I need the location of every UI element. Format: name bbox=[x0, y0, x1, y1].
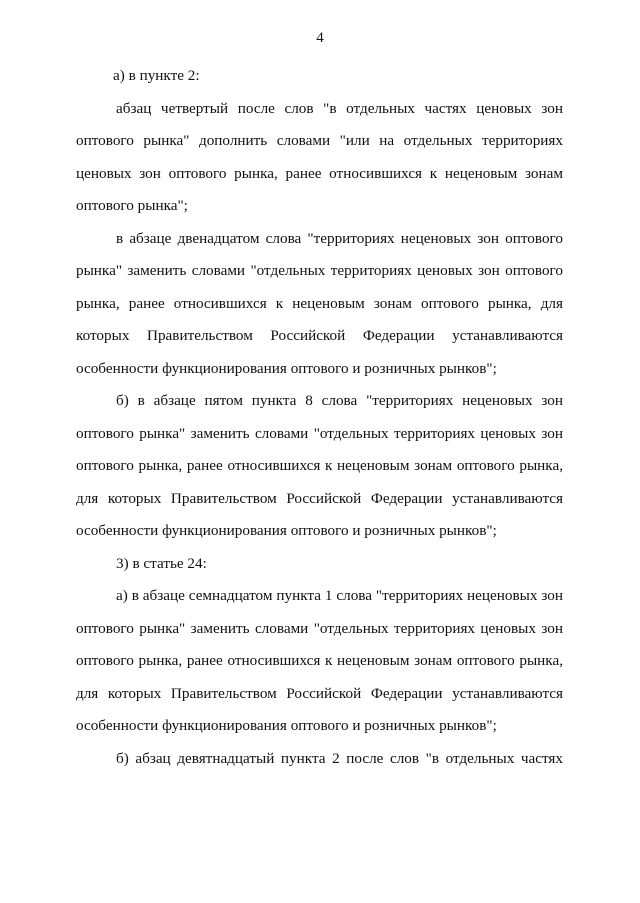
page-number: 4 bbox=[316, 30, 324, 46]
paragraph-item-b-point-8: б) в абзаце пятом пункта 8 слова "территориях неценовых зон оптового рынка" заменить словами "отдельных территориях ценовых зон оптового рынка, ранее относившихся к неценовым зонам оптового рынка, для которых Правительством Российской Федерации устанавливаются особенности функционирования оптового и розничных рынков"; bbox=[76, 392, 563, 539]
paragraph-twelfth-abzac-replacement: в абзаце двенадцатом слова "территориях неценовых зон оптового рынка" заменить словами "отдельных территориях ценовых зон оптового рынка, ранее относившихся к неценовым зонам оптового рынка, для которых Правительством Российской Федерации устанавливаются особенности функционирования оптового и розничных рынков"; bbox=[76, 229, 563, 377]
document-body bbox=[76, 60, 563, 775]
paragraph-item-a-point-2: а) в пункте 2: bbox=[113, 67, 200, 84]
paragraph-item-b-point-2-continued: б) абзац девятнадцатый пункта 2 после слов "в отдельных частях bbox=[116, 749, 563, 767]
paragraph-fourth-abzac-addition: абзац четвертый после слов "в отдельных частях ценовых зон оптового рынка" дополнить словами "или на отдельных территориях ценовых зон оптового рынка, ранее относившихся к неценовым зонам оптового рынка"; bbox=[76, 99, 563, 214]
paragraph-article-24-heading: 3) в статье 24: bbox=[116, 554, 207, 572]
paragraph-item-a-point-1: а) в абзаце семнадцатом пункта 1 слова "территориях неценовых зон оптового рынка" заменить словами "отдельных территориях ценовых зон оптового рынка, ранее относившихся к неценовым зонам оптового рынка, для которых Правительством Российской Федерации устанавливаются особенности функционирования оптового и розничных рынков"; bbox=[76, 587, 563, 734]
